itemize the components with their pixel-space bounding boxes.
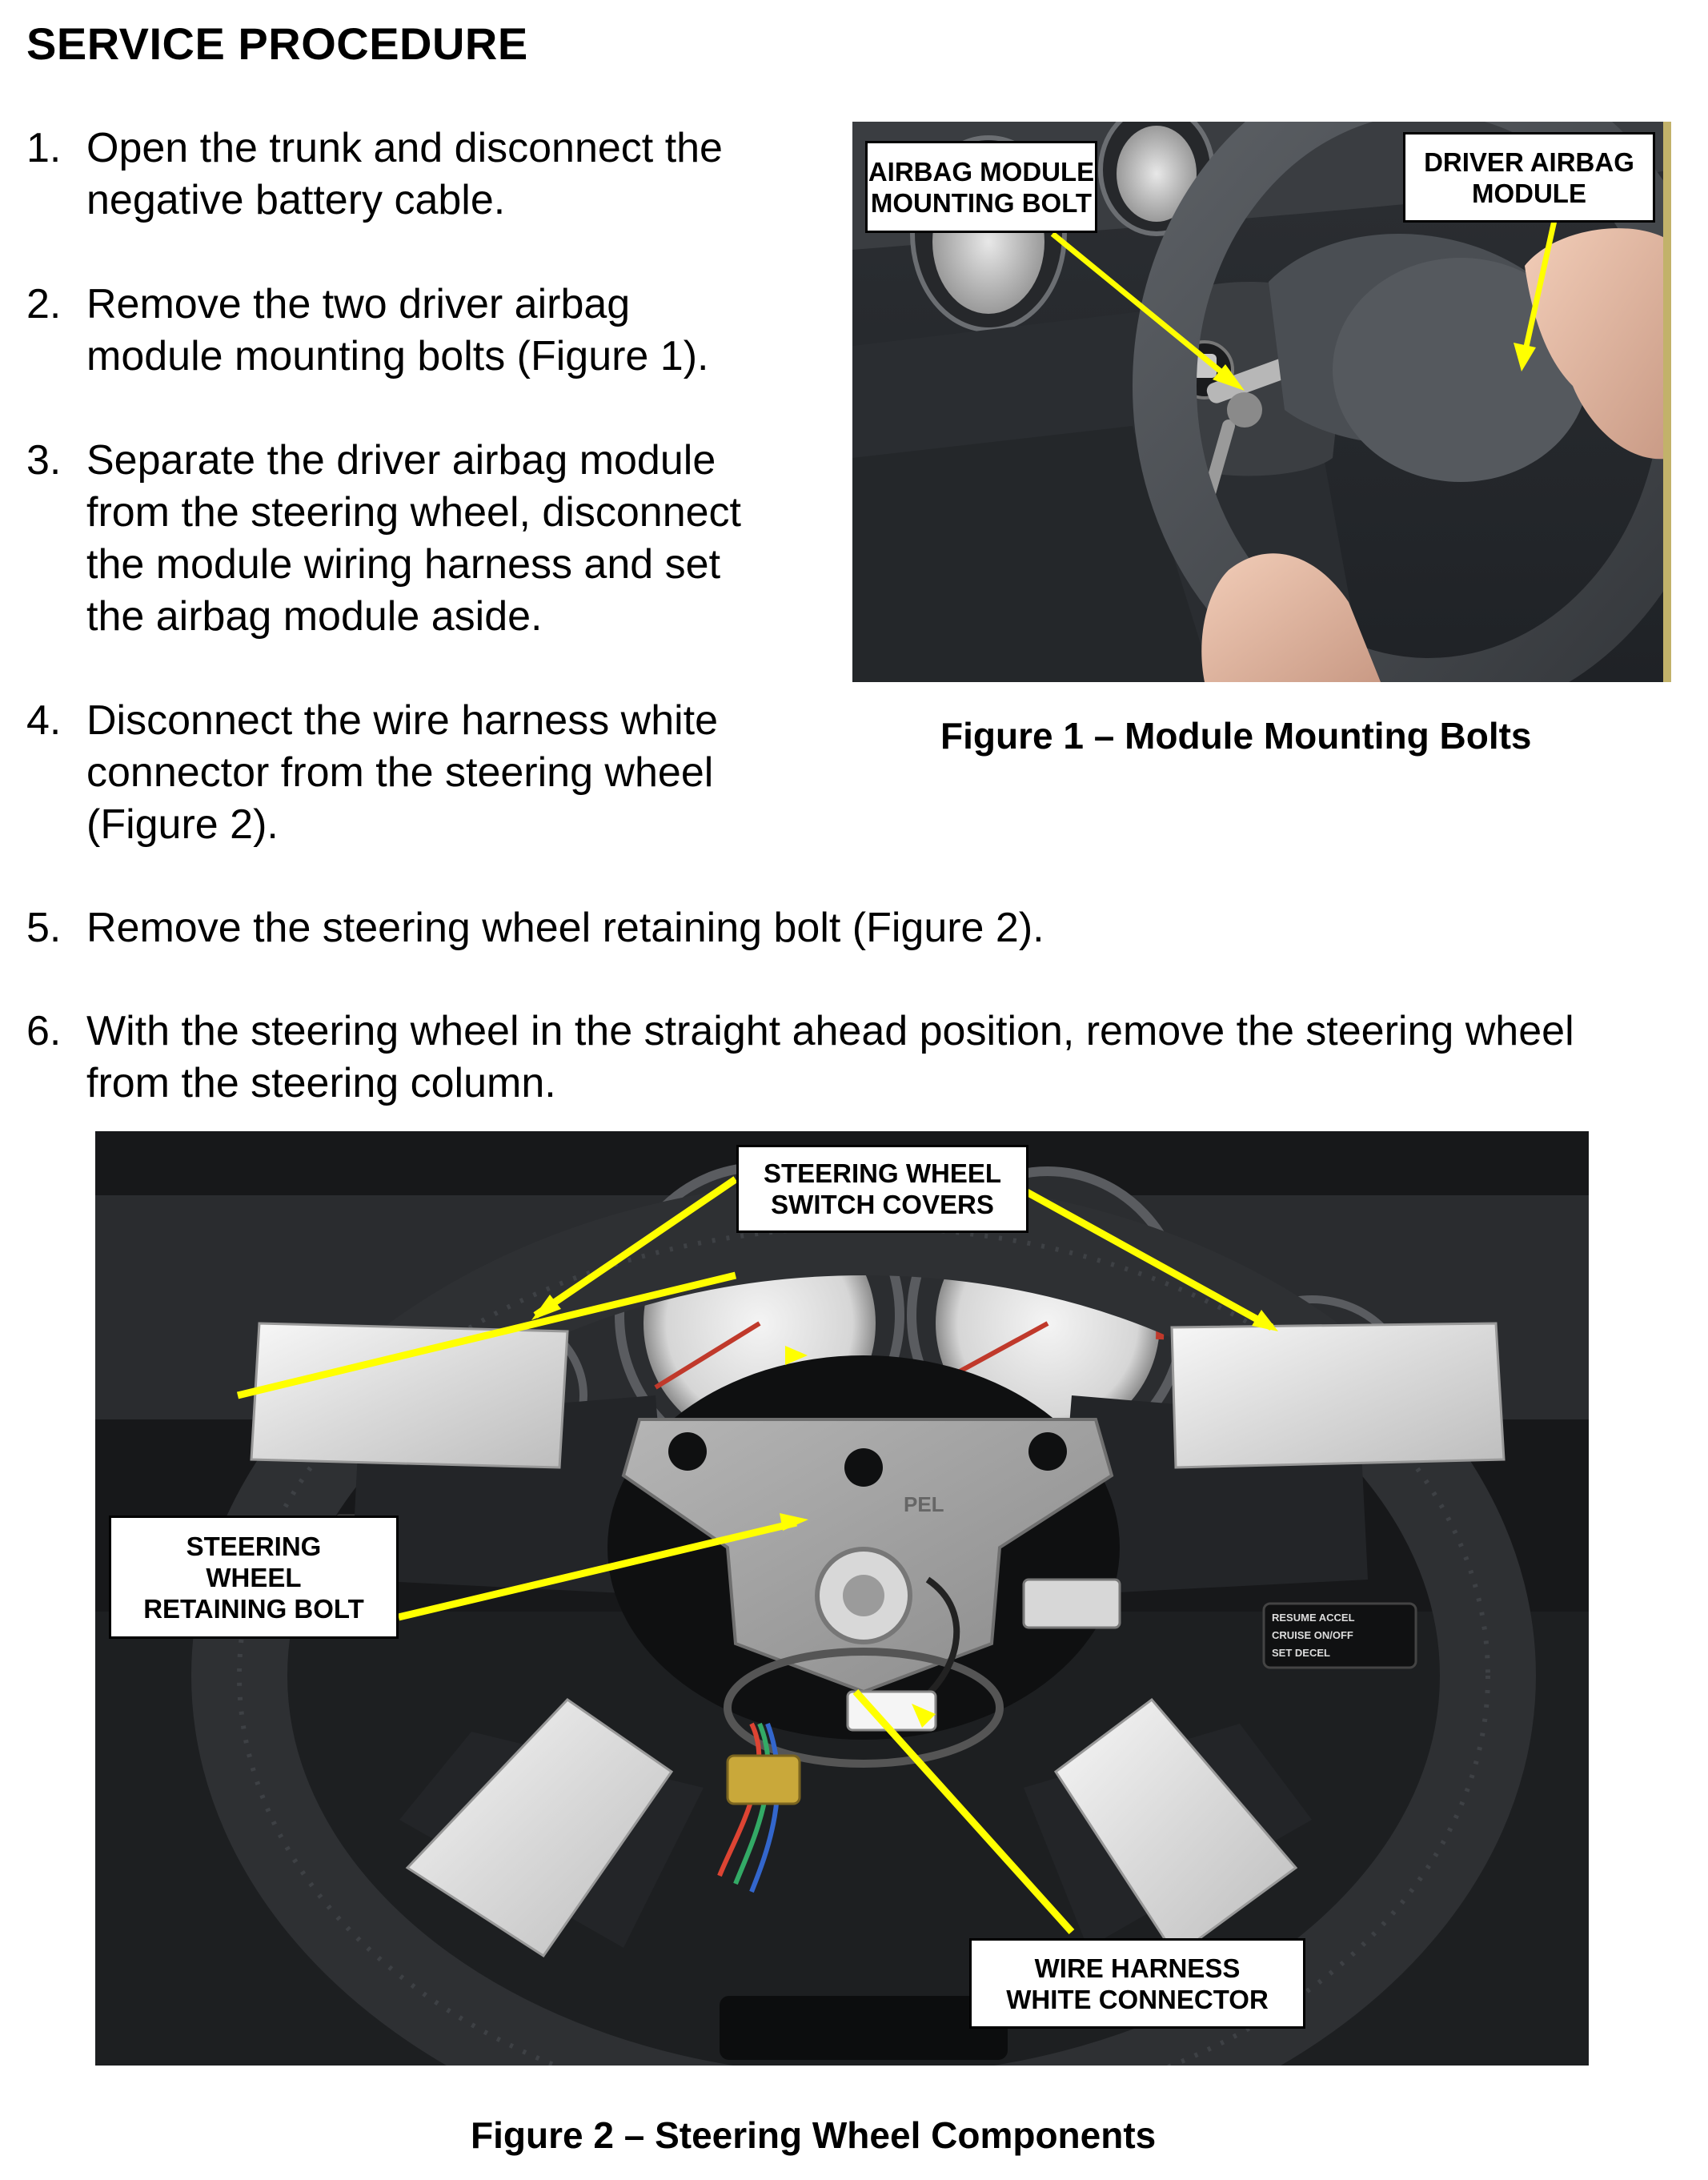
step-line: from the steering wheel, disconnect: [86, 489, 741, 536]
callout-retaining-bolt: [109, 1516, 399, 1639]
step-line: Remove the two driver airbag: [86, 281, 631, 327]
callout-line: WIRE HARNESS: [1034, 1953, 1241, 1983]
callout-line: MOUNTING BOLT: [870, 187, 1093, 218]
step-number: 2.: [26, 281, 62, 327]
armature-stamp: PEL: [904, 1492, 944, 1516]
step-line: module mounting bolts (Figure 1).: [86, 333, 709, 379]
step-number: 1.: [26, 125, 62, 171]
step-number: 5.: [26, 905, 62, 951]
callout-line: WHITE CONNECTOR: [1006, 1984, 1269, 2014]
gauge-rpm-label: RPM: [1028, 1259, 1067, 1279]
step-number: 3.: [26, 437, 62, 484]
callout-line: AIRBAG MODULE: [868, 156, 1095, 187]
cruise-resume-label: RESUME ACCEL: [1272, 1612, 1355, 1624]
callout-line: WHEEL: [206, 1562, 302, 1592]
cruise-set-label: SET DECEL: [1272, 1647, 1330, 1659]
page-title: SERVICE PROCEDURE: [26, 18, 528, 69]
step-line: (Figure 2).: [86, 801, 279, 848]
callout-line: DRIVER AIRBAG: [1424, 147, 1634, 177]
callout-switch-covers: [736, 1145, 1028, 1233]
step-line: Disconnect the wire harness white: [86, 697, 719, 744]
callout-white-connector: [969, 1938, 1305, 2029]
callout-line: STEERING WHEEL: [763, 1158, 1002, 1188]
step-line: the airbag module aside.: [86, 593, 543, 640]
gauge-mph-label: MPH: [704, 1251, 743, 1271]
step-line: With the steering wheel in the straight ahead position, remove the steering wheel: [86, 1008, 1574, 1054]
step-line: the module wiring harness and set: [86, 541, 721, 588]
figure-2-caption: Figure 2 – Steering Wheel Components: [471, 2114, 1157, 2156]
callout-line: SWITCH COVERS: [771, 1190, 994, 1219]
step-line: Remove the steering wheel retaining bolt (Figure 2).: [86, 905, 1044, 951]
step-line: Separate the driver airbag module: [86, 437, 716, 484]
step-line: negative battery cable.: [86, 177, 506, 223]
step-number: 6.: [26, 1008, 62, 1054]
step-number: 4.: [26, 697, 62, 744]
figure-1-caption: Figure 1 – Module Mounting Bolts: [940, 715, 1532, 757]
callout-line: STEERING: [186, 1531, 322, 1561]
callout-line: RETAINING BOLT: [143, 1593, 364, 1624]
callout-line: MODULE: [1471, 178, 1586, 208]
step-line: from the steering column.: [86, 1060, 556, 1106]
cruise-onoff-label: CRUISE ON/OFF: [1272, 1629, 1353, 1641]
step-line: connector from the steering wheel: [86, 749, 714, 796]
step-line: Open the trunk and disconnect the: [86, 125, 723, 171]
